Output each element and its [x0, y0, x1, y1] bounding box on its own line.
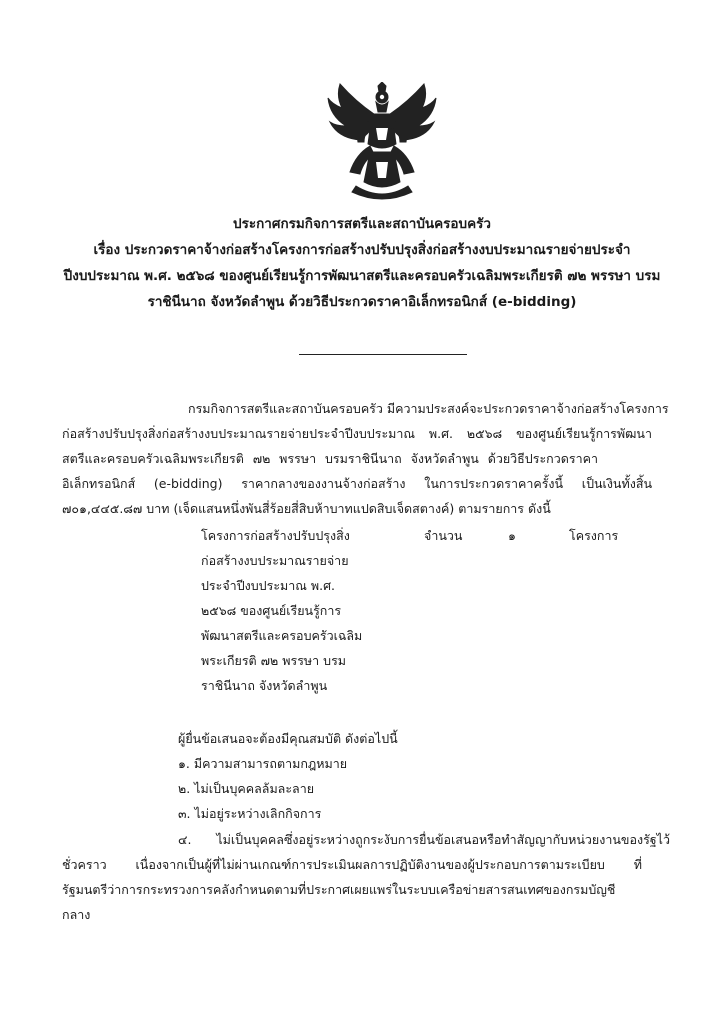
qualification-4-line-4: กลาง	[62, 907, 91, 922]
item-unit: โครงการ	[569, 528, 619, 543]
item-line-1: โครงการก่อสร้างปรับปรุงสิ่ง	[201, 528, 350, 543]
announcement-title: ประกาศกรมกิจการสตรีและสถาบันครอบครัว	[233, 216, 491, 232]
intro-line-4: อิเล็กทรอนิกส์ (e-bidding) ราคากลางของงานจ้างก่อสร้าง ในการประกวดราคาครั้งนี้ เป็นเงินทั้งสิ้น	[62, 476, 652, 491]
qualification-1: ๑. มีความสามารถตามกฎหมาย	[178, 756, 348, 771]
item-line-3: ประจำปีงบประมาณ พ.ศ.	[201, 578, 335, 593]
item-line-6: พระเกียรติ ๗๒ พรรษา บรม	[201, 653, 347, 668]
intro-line-5: ๗๐๑,๔๔๕.๘๗ บาท (เจ็ดแสนหนึ่งพันสี่ร้อยสี่สิบห้าบาทแปดสิบเจ็ดสตางค์) ตามรายการ ดังนี้	[62, 501, 551, 516]
item-line-2: ก่อสร้างงบประมาณรายจ่าย	[201, 553, 349, 568]
qualification-4-line-3: รัฐมนตรีว่าการกระทรวงการคลังกำหนดตามที่ประกาศเผยแพร่ในระบบเครือข่ายสารสนเทศของกรมบัญชี	[62, 882, 616, 897]
item-line-4: ๒๕๖๘ ของศูนย์เรียนรู้การ	[201, 603, 342, 618]
qualification-4-line-1: ๔. ไม่เป็นบุคคลซึ่งอยู่ระหว่างถูกระงับการยื่นข้อเสนอหรือทำสัญญากับหน่วยงานของรัฐไว้	[178, 832, 670, 847]
subject-line-1: เรื่อง ประกวดราคาจ้างก่อสร้างโครงการก่อสร้างปรับปรุงสิ่งก่อสร้างงบประมาณรายจ่ายประจำ	[93, 242, 631, 258]
item-qty-label: จำนวน	[424, 528, 463, 543]
qualification-4-line-2: ชั่วคราว เนื่องจากเป็นผู้ที่ไม่ผ่านเกณฑ์การประเมินผลการปฏิบัติงานของผู้ประกอบการตามระเบียบ ที่	[62, 857, 642, 872]
qualifications-title: ผู้ยื่นข้อเสนอจะต้องมีคุณสมบัติ ดังต่อไปนี้	[178, 731, 398, 746]
intro-line-3: สตรีและครอบครัวเฉลิมพระเกียรติ ๗๒ พรรษา บรมราชินีนาถ จังหวัดลำพูน ด้วยวิธีประกวดราคา	[62, 451, 598, 466]
intro-line-2: ก่อสร้างปรับปรุงสิ่งก่อสร้างงบประมาณรายจ่ายประจำปีงบประมาณ พ.ศ. ๒๕๖๘ ของศูนย์เรียนรู้การพัฒนา	[62, 426, 652, 441]
title-divider	[299, 354, 467, 355]
garuda-emblem-icon	[326, 82, 438, 202]
subject-line-3: ราชินีนาถ จังหวัดลำพูน ด้วยวิธีประกวดราคาอิเล็กทรอนิกส์ (e-bidding)	[147, 294, 577, 310]
subject-line-2: ปีงบประมาณ พ.ศ. ๒๕๖๘ ของศูนย์เรียนรู้การพัฒนาสตรีและครอบครัวเฉลิมพระเกียรติ ๗๒ พรรษา บรม	[63, 268, 661, 284]
intro-line-1: กรมกิจการสตรีและสถาบันครอบครัว มีความประสงค์จะประกวดราคาจ้างก่อสร้างโครงการ	[188, 401, 669, 416]
qualification-3: ๓. ไม่อยู่ระหว่างเลิกกิจการ	[178, 806, 322, 821]
item-line-7: ราชินีนาถ จังหวัดลำพูน	[201, 678, 328, 693]
item-line-5: พัฒนาสตรีและครอบครัวเฉลิม	[201, 628, 363, 643]
item-qty-value: ๑	[508, 528, 516, 543]
qualification-2: ๒. ไม่เป็นบุคคลล้มละลาย	[178, 781, 315, 796]
